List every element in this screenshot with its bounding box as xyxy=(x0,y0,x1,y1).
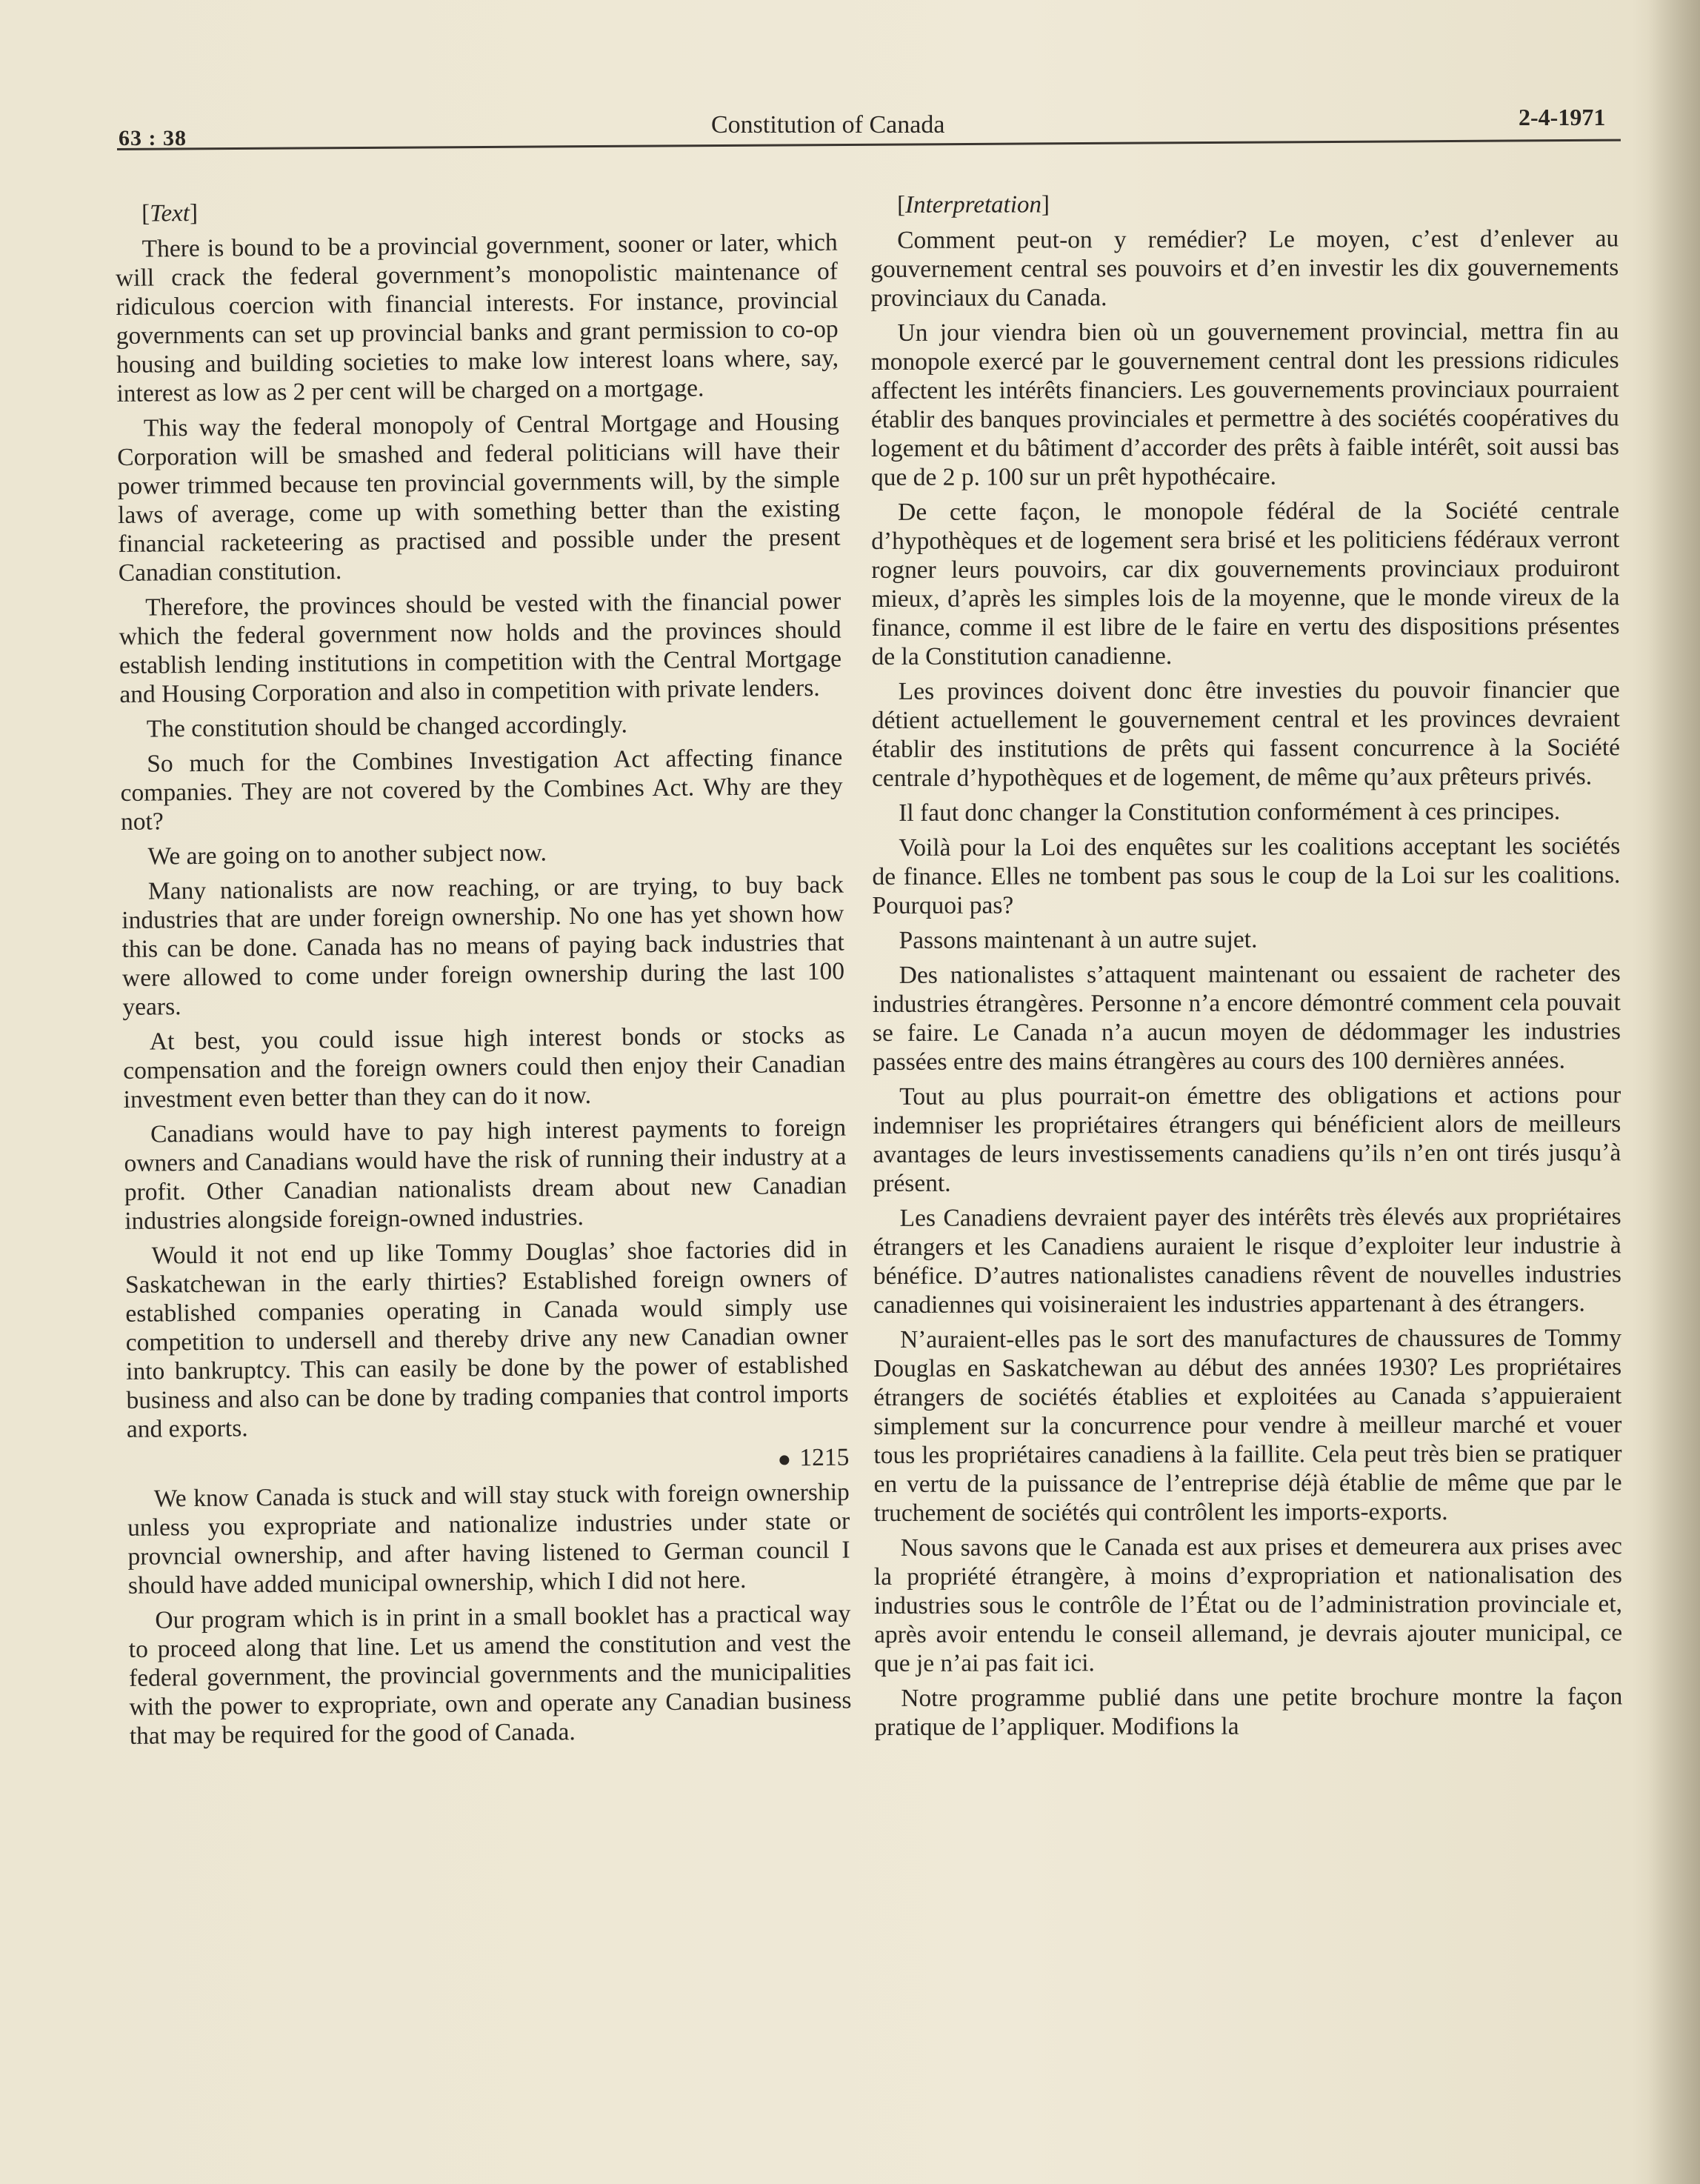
section-label-text: [Text] xyxy=(141,199,199,227)
paragraph: We are going on to another subject now. xyxy=(147,839,547,870)
left-paragraphs-after xyxy=(127,1478,852,1751)
english-text-column xyxy=(115,193,852,1757)
paragraph: N’auraient-elles pas le sort des manufactures de chaussures de Tommy Douglas en Saskatchewan au début des années 1930? Les propriétaires étrangers de sociétés établies et exploitées au Canada s’appuieraient simplement sur la concurrence pour vendre à meilleur marché et vouer tous les propriétaires canadiens à la faillite. Cela peut très bien se pratiquer en vertu de la puissance de l’entreprise déjà établie de même que par le truchement de sociétés qui contrôlent les imports-exports. xyxy=(873,1324,1622,1527)
paragraph: De cette façon, le monopole fédéral de la Société centrale d’hypothèques et de logement sera brisé et les politiciens fédéraux verront rogner leurs pouvoirs, car dix gouvernements provinciaux produiront mieux, d’après les simples lois de la moyenne, que le monde vireux de la finance, comme il est libre de le faire en vertu des dispositions présentes de la Constitution canadienne. xyxy=(871,496,1620,670)
paragraph: The constitution should be changed accordingly. xyxy=(146,710,628,743)
paragraph: Des nationalistes s’attaquent maintenant ou essaient de racheter des industries étrangères. Personne n’a encore démontré comment cela pouvait se faire. Le Canada n’a aucun moyen de dédommager les industries passées entre des mains étrangères au cours des 100 dernières années. xyxy=(872,959,1621,1076)
header-rule xyxy=(117,139,1621,150)
paragraph: Les Canadiens devraient payer des intérêts très élevés aux propriétaires étrangers et les Canadiens auraient le risque d’exploiter leur industrie à bénéfice. D’autres nationalistes canadiens rêvent de nouvelles industries canadiennes qui voisineraient les industries appartenant à des étrangers. xyxy=(873,1202,1621,1319)
running-title: Constitution of Canada xyxy=(711,111,945,139)
paragraph: This way the federal monopoly of Central Mortgage and Housing Corporation will be smashed and federal politicians will have their power trimmed because ten provincial governments will, by the simple laws of average, come up with something better than the existing financial racketeering as practised and possible under the present Canadian constitution. xyxy=(117,407,841,587)
page-number: 63 : 38 xyxy=(119,126,187,150)
right-paragraphs xyxy=(870,224,1622,1742)
paragraph: Voilà pour la Loi des enquêtes sur les coalitions acceptant les sociétés de finance. Elles ne tombent pas sous le coup de la Loi sur les coalitions. Pourquoi pas? xyxy=(872,832,1621,919)
bullet-icon xyxy=(779,1455,789,1465)
paragraph: Would it not end up like Tommy Douglas’ shoe factories did in Saskatchewan in the early thirties? Established foreign owners of established companies operating in Canada would simply use competition to undersell and thereby drive any new Canadian owner into bankruptcy. This can easily be done by the power of established business and also can be done by trading companies that control imports and exports. xyxy=(124,1235,849,1443)
header-date: 2-4-1971 xyxy=(1519,104,1606,130)
time-marker: 1215 xyxy=(127,1443,849,1479)
paragraph: Un jour viendra bien où un gouvernement provincial, mettra fin au monopole exercé par le gouvernement central dont les pressions ridicules affectent les intérêts financiers. Les gouvernements provinciaux pourraient établir des banques provinciales et permettre à des sociétés coopératives du logement et du bâtiment d’accorder des prêts à faible intérêt, soit aussi bas que de 2 p. 100 sur un prêt hypothécaire. xyxy=(870,317,1619,491)
paragraph: Passons maintenant à un autre sujet. xyxy=(899,925,1258,954)
paragraph: At best, you could issue high interest bonds or stocks as compensation and the foreign owners could then enjoy their Canadian investment even better than they can do it now. xyxy=(123,1021,846,1113)
page-header xyxy=(0,0,1700,170)
page-edge-shadow xyxy=(1648,0,1700,2184)
french-interpretation-column xyxy=(870,189,1622,1748)
paragraph: Canadians would have to pay high interest payments to foreign owners and Canadians would have the risk of running their industry at a profit. Other Canadian nationalists dream about new Canadian industries alongside foreign-owned industries. xyxy=(124,1113,847,1235)
paragraph: Les provinces doivent donc être investies du pouvoir financier que détient actuellement le gouvernement central et les provinces devraient établir des institutions de prêts qui fassent concurrence à la Société centrale d’hypothèques et de logement, de même qu’aux prêteurs privés. xyxy=(871,676,1621,792)
section-label-interpretation: [Interpretation] xyxy=(897,191,1050,219)
paragraph: Notre programme publié dans une petite brochure montre la façon pratique de l’appliquer. Modifions la xyxy=(874,1682,1623,1741)
left-paragraphs-before xyxy=(115,228,849,1444)
paragraph: We know Canada is stuck and will stay stuck with foreign ownership unless you expropriate and nationalize industries under state or provncial ownership, and after having listened to German council I should have added municipal ownership, which I did not here. xyxy=(127,1478,850,1599)
paragraph: Tout au plus pourrait-on émettre des obligations et actions pour indemniser les propriétaires étrangers qui bénéficient alors de meilleurs avantages de leurs investissements canadiens qu’ils n’en ont tirés jusqu’à présent. xyxy=(873,1081,1621,1197)
paragraph: Il faut donc changer la Constitution conformément à ces principes. xyxy=(899,797,1561,827)
paragraph: Many nationalists are now reaching, or are trying, to buy back industries that are under foreign ownership. No one has yet shown how this can be done. Canada has no means of paying back industries that were allowed to come under foreign ownership during the last 100 years. xyxy=(121,870,845,1021)
paragraph: Therefore, the provinces should be vested with the financial power which the federal government now holds and the provinces should establish lending institutions in competition with the Central Mortgage and Housing Corporation and also in competition with private lenders. xyxy=(119,587,842,708)
paragraph: Our program which is in print in a small booklet has a practical way to proceed along that line. Let us amend the constitution and vest the federal government, the provincial governments and the municipalities with the power to expropriate, own and operate any Canadian business that may be required for the good of Canada. xyxy=(128,1599,852,1750)
paragraph: Comment peut-on y remédier? Le moyen, c’est d’enlever au gouvernement central ses pouvoirs et d’en investir les dix gouvernements provinciaux du Canada. xyxy=(870,224,1619,312)
paragraph: So much for the Combines Investigation Act affecting finance companies. They are not covered by the Combines Act. Why are they not? xyxy=(120,743,843,836)
paragraph: Nous savons que le Canada est aux prises et demeurera aux prises avec la propriété étrangère, à moins d’expropriation et nationalisation des industries sous le contrôle de l’État ou de l’administration provinciale et, après avoir entendu le conseil allemand, je devrais ajouter municipal, ce que je n’ai pas fait ici. xyxy=(873,1532,1623,1677)
paragraph: There is bound to be a provincial government, sooner or later, which will crack the federal government’s monopolistic maintenance of ridiculous coercion with financial interests. For instance, provincial governments can set up provincial banks and grant permission to co-op housing and building societies to make low interest loans where, say, interest as low as 2 per cent will be charged on a mortgage. xyxy=(115,228,839,407)
